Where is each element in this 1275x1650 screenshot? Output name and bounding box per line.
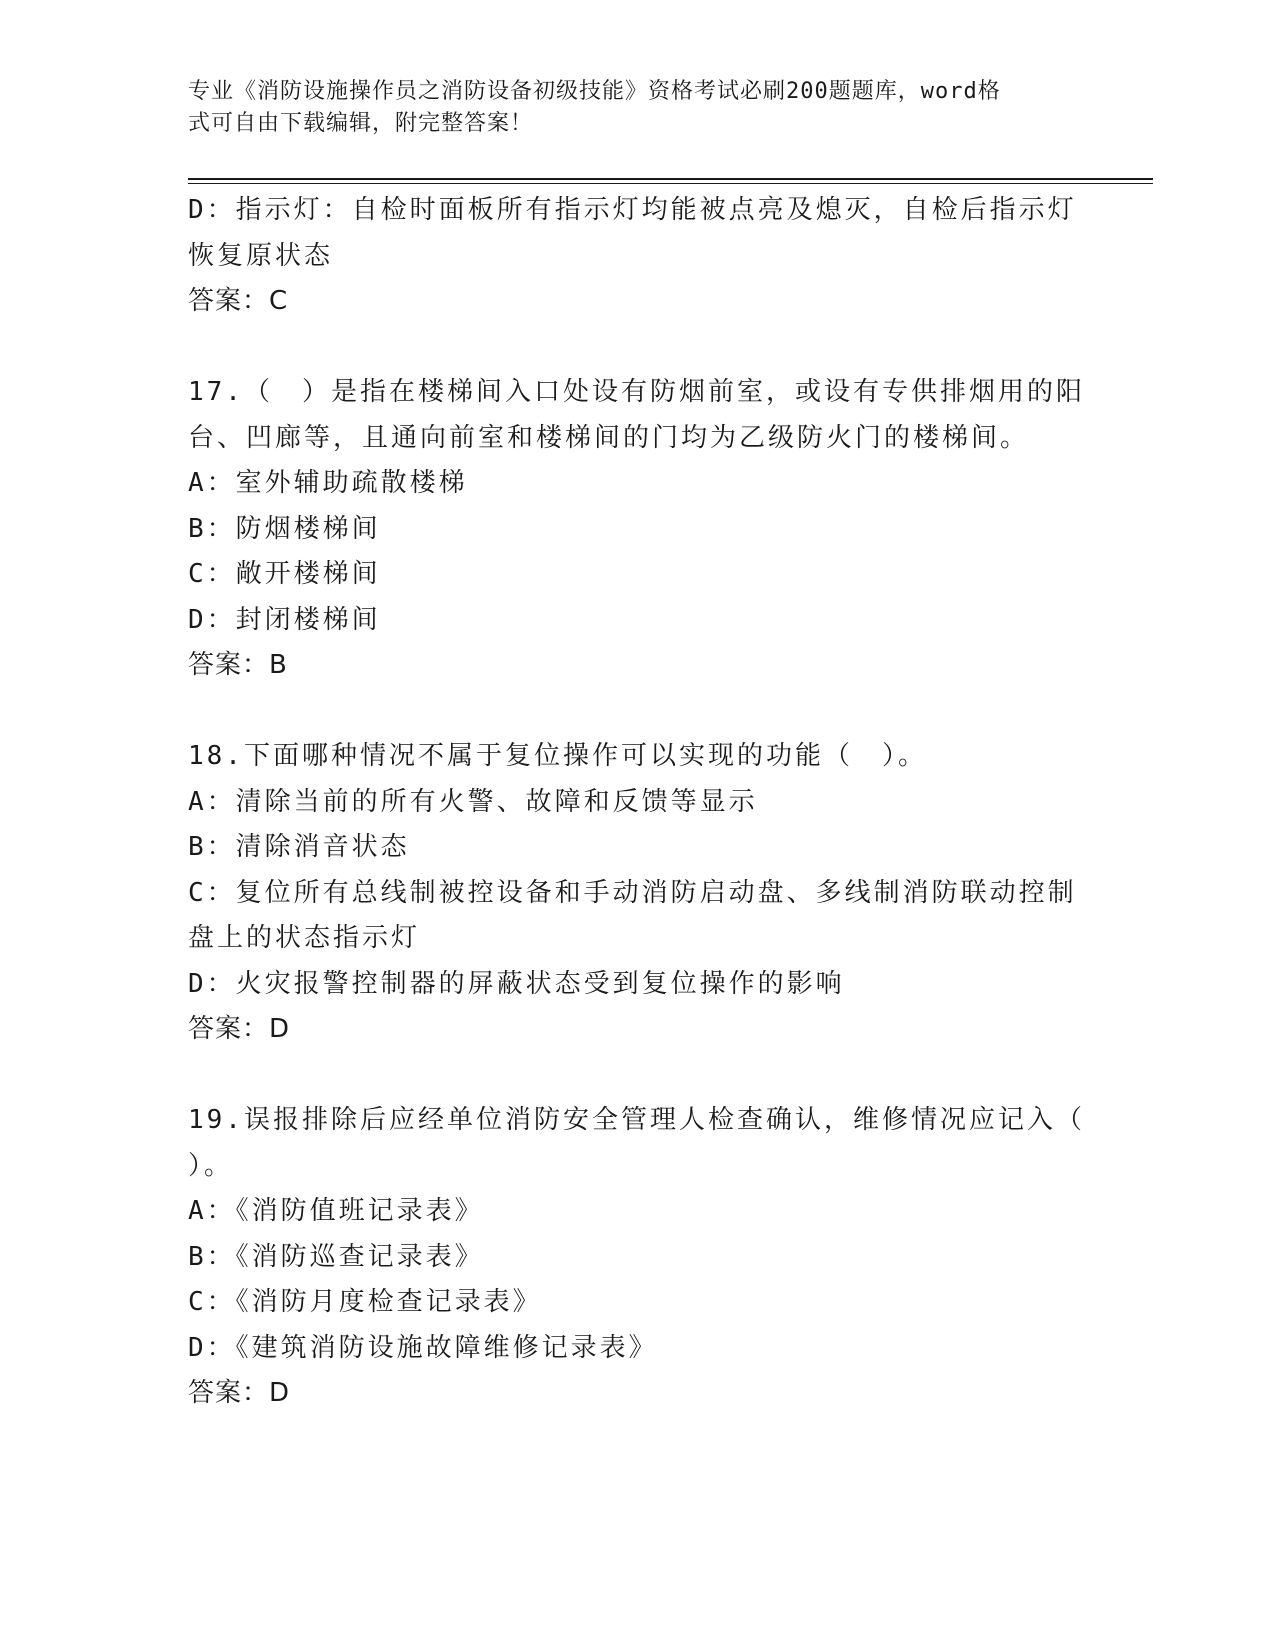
option-a: A：清除当前的所有火警、故障和反馈等显示 — [188, 786, 758, 817]
question-stem-line-2: 台、凹廊等，且通向前室和楼梯间的门均为乙级防火门的楼梯间。 — [188, 422, 1030, 453]
option-a: A：《消防值班记录表》 — [188, 1196, 484, 1226]
option-d-line-1: D：指示灯：自检时面板所有指示灯均能被点亮及熄灭，自检后指示灯 — [188, 195, 1077, 225]
question-stem-line-1: 19.误报排除后应经单位消防安全管理人检查确认，维修情况应记入（ — [188, 1105, 1085, 1135]
answer-line: 答案：C — [188, 286, 289, 316]
question-17 — [188, 370, 1088, 689]
answer-line: 答案：B — [188, 650, 288, 680]
document-header — [188, 76, 1068, 140]
question-gap — [188, 1053, 1088, 1099]
option-c-line-2: 盘上的状态指示灯 — [188, 923, 421, 953]
option-c: C：《消防月度检查记录表》 — [188, 1287, 542, 1317]
option-d: D：火灾报警控制器的屏蔽状态受到复位操作的影响 — [188, 968, 845, 999]
answer-line: 答案：D — [188, 1378, 291, 1408]
option-c-line-1: C：复位所有总线制被控设备和手动消防启动盘、多线制消防联动控制 — [188, 877, 1077, 908]
option-a: A：室外辅助疏散楼梯 — [188, 468, 468, 498]
question-18 — [188, 734, 1088, 1053]
header-line-1: 专业《消防设施操作员之消防设备初级技能》资格考试必刷200题题库，word格 — [188, 79, 1001, 104]
question-stem-line-1: 17.（ ）是指在楼梯间入口处设有防烟前室，或设有专供排烟用的阳 — [188, 377, 1085, 407]
previous-question-tail — [188, 188, 1088, 325]
option-d: D：《建筑消防设施故障维修记录表》 — [188, 1332, 658, 1363]
option-d-line-2: 恢复原状态 — [188, 240, 334, 271]
option-b: B：清除消音状态 — [188, 832, 410, 862]
question-gap — [188, 325, 1088, 371]
question-stem-line-1: 18.下面哪种情况不属于复位操作可以实现的功能（ ）。 — [188, 741, 927, 771]
question-stem-line-2: ）。 — [188, 1150, 234, 1181]
answer-line: 答案：D — [188, 1014, 291, 1044]
option-b: B：防烟楼梯间 — [188, 513, 381, 544]
question-content — [188, 188, 1088, 1417]
option-d: D：封闭楼梯间 — [188, 604, 381, 635]
question-gap — [188, 689, 1088, 735]
option-b: B：《消防巡查记录表》 — [188, 1241, 484, 1272]
header-rule-thin — [188, 183, 1153, 184]
question-19 — [188, 1098, 1088, 1417]
header-rule-thick — [188, 178, 1153, 180]
option-c: C：敞开楼梯间 — [188, 559, 381, 589]
header-line-2: 式可自由下载编辑，附完整答案！ — [188, 111, 534, 136]
